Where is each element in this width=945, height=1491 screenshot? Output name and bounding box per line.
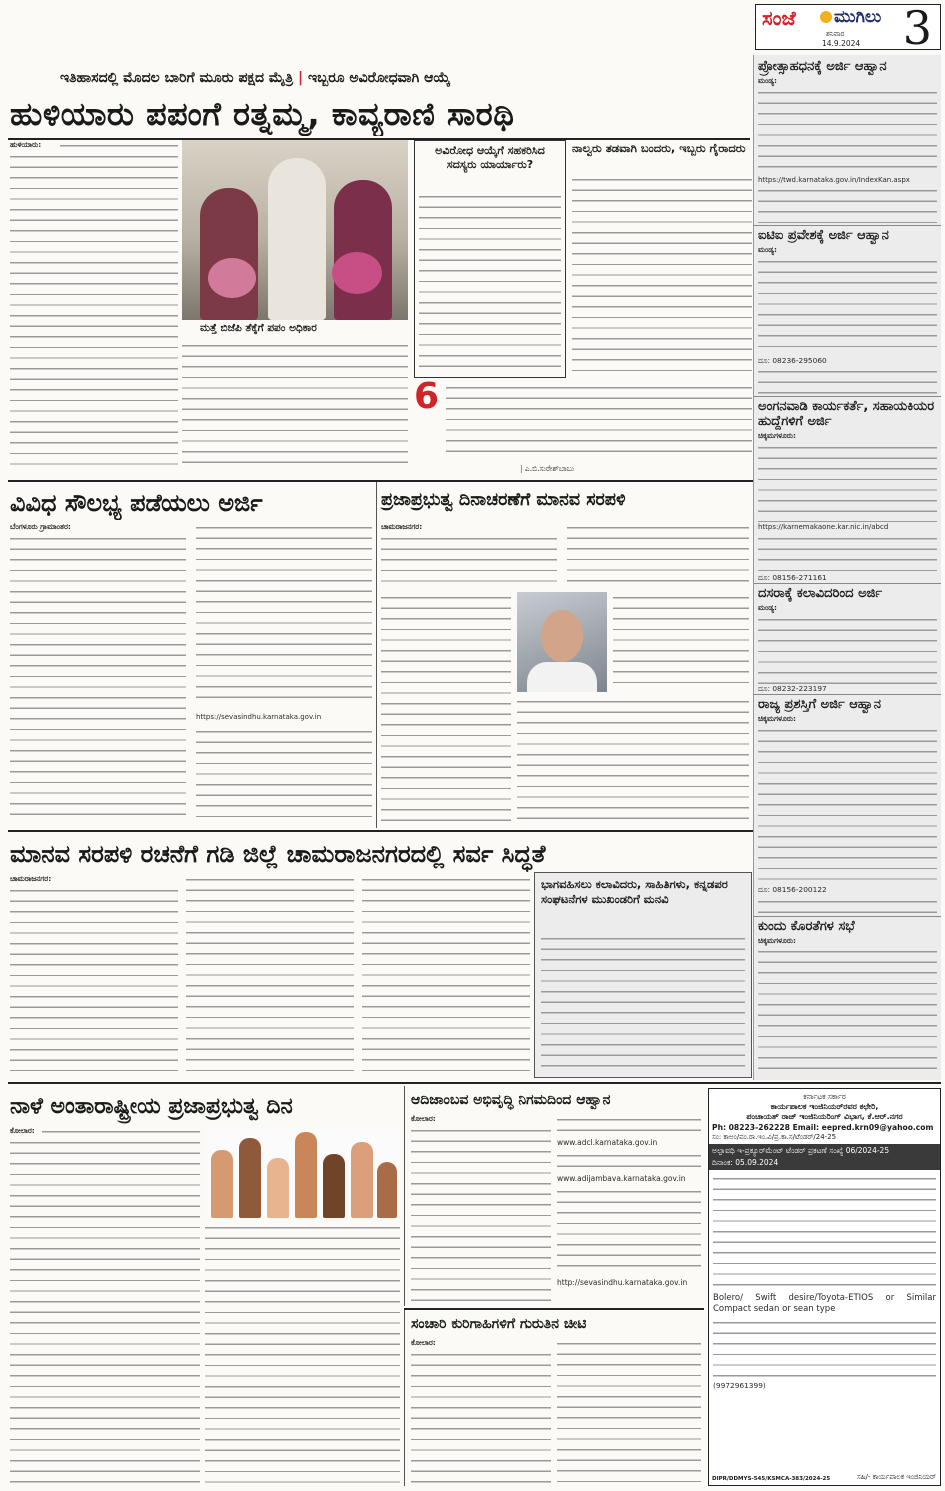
tender-signature: ಸಹಿ/- ಕಾರ್ಯಪಾಲಕ ಇಂಜಿನಿಯರ್ [857,1473,936,1481]
fist-icon [211,1150,233,1218]
sidebar-item-title: ಪ್ರೋತ್ಸಾಹಧನಕ್ಕೆ ಅರ್ಜಿ ಆಹ್ವಾನ [758,59,887,74]
lead-photo-caption-text [182,340,408,472]
box-unopposed [414,140,566,378]
tender-vehicle: Bolero/ Swift desire/Toyota-ETIOS or Similar Compact sedan or sean type [713,1293,936,1314]
tender-gov: ಕರ್ನಾಟಕ ಸರ್ಕಾರ [803,1092,846,1101]
kicker-left: ಇತಿಹಾಸದಲ್ಲಿ ಮೊದಲ ಬಾರಿಗೆ ಮೂರು ಪಕ್ಷದ ಮೈತ್ರಿ [60,70,294,86]
row4-bottom-headline: ಸಂಚಾರಿ ಕುರಿಗಾಹಿಗಳಿಗೆ ಗುರುತಿನ ಚೀಟಿ [411,1316,587,1332]
tender-notice-date: ದಿನಾಂಕ: 05.09.2024 [709,1158,940,1170]
sidebar-item-title: ದಸರಾಕ್ಕೆ ಕಲಾವಿದರಿಂದ ಅರ್ಜಿ [754,583,941,603]
bouquet-right [332,252,382,294]
tender-footer-code: DIPR/DDMYS-545/KSMCA-383/2024-25 [712,1476,831,1482]
lead-byline: | ಎ.ಬಿ.ಸುರೇಶ್‌ಬಾಬು [520,464,575,473]
tender-notice: ಕರ್ನಾಟಕ ಸರ್ಕಾರ ಕಾರ್ಯಪಾಲಕ ಇಂಜಿನಿಯರ್‌ರವರ ಕಛೇರಿ, ಪಂಚಾಯತ್ ರಾಜ್ ಇಂಜಿನಿಯರಿಂಗ್ ವಿಭಾಗ, ಕೆ.ಆರ್.ನಗರ Ph: 08223-262228 Email: eepred.krn09@yahoo.com ಸಂ: ಕಾಅಂ/ಪಂ.ರಾ.ಇಂ.ವಿ/ಪ್ರ.ಕಾ.ಸ/ಟೆಂಡರ್/24-25 ಅಲ್ಪಾವಧಿ ಇ-ಪ್ರಕ್ಯೂರ್‌ಮೆಂಟ್ ಟೆಂಡರ್ ಪ್ರಕಟಣೆ ಸಂಖ್ಯೆ 06/2024-25 ದಿನಾಂಕ: 05.09.2024 Bolero/ Swift desire/Toyota-ETIOS or Similar Compact sedan or sean type (9972961399) DIPR/DDMYS-545/KSMCA-383/2024-25 ಸಹಿ/- ಕಾರ್ಯಪಾಲಕ ಇಂಜಿನಿಯರ್ [708,1088,941,1486]
row4-left-headline: ನಾಳೆ ಅಂತಾರಾಷ್ಟ್ರೀಯ ಪ್ರಜಾಪ್ರಭುತ್ವ ದಿನ [10,1094,293,1119]
person-left-figure [200,188,258,320]
row2-right-headline: ಪ್ರಜಾಪ್ರಭುತ್ವ ದಿನಾಚರಣೆಗೆ ಮಾನವ ಸರಪಳಿ [381,490,626,510]
drop-numeral: 6 [414,376,440,416]
masthead [755,4,941,50]
sidebar-item-title: ಐಟಿಐ ಪ್ರವೇಶಕ್ಕೆ ಅರ್ಜಿ ಆಹ್ವಾನ [754,225,941,245]
row2-right: ಪ್ರಜಾಪ್ರಭುತ್ವ ದಿನಾಚರಣೆಗೆ ಮಾನವ ಸರಪಳಿ ಚಾಮರಾಜನಗರ: [376,482,753,828]
logo-sanje: ಸಂಜೆ [762,6,796,30]
mid-url-2: www.adijambava.karnataka.gov.in [557,1174,686,1183]
row3-appeal-box [534,872,752,1078]
portrait-face [541,610,583,662]
box-unopposed-title: ಅವಿರೋಧ ಆಯ್ಕೆಗೆ ಸಹಕರಿಸಿದ ಸದಸ್ಯರು ಯಾರ್ಯಾರು? [435,144,545,171]
row4-left-body-2 [205,1222,400,1486]
row2-left-url: https://sevasindhu.karnataka.gov.in [196,713,322,721]
raised-fists-illustration [205,1128,400,1218]
row2-left-headline: ವಿವಿಧ ಸೌಲಭ್ಯ ಪಡೆಯಲು ಅರ್ಜಿ [10,489,263,517]
tender-office: ಕಾರ್ಯಪಾಲಕ ಇಂಜಿನಿಯರ್‌ರವರ ಕಛೇರಿ, [770,1102,879,1111]
logo-mugilu: ಮುಗಿಲು [834,7,882,27]
row2-portrait-photo [517,592,607,692]
fist-icon [323,1154,345,1218]
tender-phone-line: Ph: 08223-262228 Email: eepred.krn09@yahoo.com [712,1123,934,1132]
box-late-title: ನಾಲ್ವರು ತಡವಾಗಿ ಬಂದರು, ಇಬ್ಬರು ಗೈರಾದರು [572,141,746,155]
row2-left-body: ಬೆಂಗಳೂರು ಗ್ರಾಮಾಂತರ: https://sevasindhu.karnataka.gov.in [10,522,372,822]
row3-box-title: ಭಾಗವಹಿಸಲು ಕಲಾವಿದರು, ಸಾಹಿತಿಗಳು, ಕನ್ನಡಪರ ಸಂಘಟನೆಗಳ ಮುಖಂಡರಿಗೆ ಮನವಿ [541,877,728,906]
lead-dateline: ಹುಳಿಯಾರು: [10,140,42,149]
sidebar-item-title: ಅಂಗನವಾಡಿ ಕಾರ್ಯಕರ್ತೆ, ಸಹಾಯಕಿಯರ ಹುದ್ದೆಗಳಿಗೆ ಅರ್ಜಿ [754,396,941,431]
row4-mid-headline: ಆದಿಜಾಂಬವ ಅಭಿವೃದ್ಧಿ ನಿಗಮದಿಂದ ಆಹ್ವಾನ [411,1092,611,1108]
bouquet-left [208,258,256,298]
sidebar-item-title: ರಾಜ್ಯ ಪ್ರಶಸ್ತಿಗೆ ಅರ್ಜಿ ಆಹ್ವಾನ [754,694,941,714]
person-right-figure [334,180,392,320]
fist-icon [295,1132,317,1218]
masthead-day: ಶನಿವಾರ [826,30,845,38]
tender-ref: ಸಂ: ಕಾಅಂ/ಪಂ.ರಾ.ಇಂ.ವಿ/ಪ್ರ.ಕಾ.ಸ/ಟೆಂಡರ್/24-25 [712,1133,837,1141]
row4-left-body: ಕೋಲಾರ: [10,1126,200,1486]
tender-notice-title: ಅಲ್ಪಾವಧಿ ಇ-ಪ್ರಕ್ಯೂರ್‌ಮೆಂಟ್ ಟೆಂಡರ್ ಪ್ರಕಟಣೆ ಸಂಖ್ಯೆ 06/2024-25 [709,1144,940,1158]
sidebar-url: https://twd.karnataka.gov.in/IndexKan.aspx [758,175,910,184]
sidebar-url: https://karnemakaone.kar.nic.in/abcd [758,522,889,531]
fist-icon [267,1158,289,1218]
lead-body-left [10,140,178,470]
lead-headline: ಹುಳಿಯಾರು ಪಪಂಗೆ ರತ್ನಮ್ಮ, ಕಾವ್ಯರಾಣಿ ಸಾರಥಿ [10,95,515,133]
photo-caption: ಮತ್ತೆ ಬಿಜೆಪಿ ತೆಕ್ಕೆಗೆ ಪಪಂ ಅಧಿಕಾರ [200,322,317,334]
kicker-right: ಇಬ್ಬರೂ ಅವಿರೋಧವಾಗಿ ಆಯ್ಕೆ [308,70,451,86]
tender-closing-phone: 9972961399 [715,1381,763,1390]
person-center-figure [268,158,326,320]
logo-sun-icon [820,11,832,23]
lead-photo [182,140,408,320]
page-number: 3 [902,4,932,50]
row4-mid: ಆದಿಜಾಂಬವ ಅಭಿವೃದ್ಧಿ ನಿಗಮದಿಂದ ಆಹ್ವಾನ ಕೋಲಾರ: www.adcl.karnataka.gov.in www.adijambava.karnataka.gov.in http://sevasindhu.karnataka.gov.in [404,1086,704,1306]
fist-icon [239,1138,261,1218]
lead-body-bottom [446,382,752,452]
tender-dept: ಪಂಚಾಯತ್ ರಾಜ್ ಇಂಜಿನಿಯರಿಂಗ್ ವಿಭಾಗ, ಕೆ.ಆರ್.ನಗರ [746,1112,903,1121]
sidebar-item-title: ಕುಂದು ಕೊರತೆಗಳ ಸಭೆ [754,916,941,936]
fist-icon [377,1162,397,1218]
row3-headline: ಮಾನವ ಸರಪಳಿ ರಚನೆಗೆ ಗಡಿ ಜಿಲ್ಲೆ ಚಾಮರಾಜನಗರದಲ್ಲಿ ಸರ್ವ ಸಿದ್ಧತೆ [10,840,546,868]
row4-bottom: ಸಂಚಾರಿ ಕುರಿಗಾಹಿಗಳಿಗೆ ಗುರುತಿನ ಚೀಟಿ ಕೋಲಾರ: [404,1310,704,1486]
masthead-date: 14.9.2024 [822,39,861,48]
mid-url-3: http://sevasindhu.karnataka.gov.in [557,1278,688,1287]
box-late-absent [570,140,752,378]
row3-body: ಚಾಮರಾಜನಗರ: [10,874,530,1074]
mid-url-1: www.adcl.karnataka.gov.in [557,1138,658,1147]
lead-kicker: ಇತಿಹಾಸದಲ್ಲಿ ಮೊದಲ ಬಾರಿಗೆ ಮೂರು ಪಕ್ಷದ ಮೈತ್ರಿ | ಇಬ್ಬರೂ ಅವಿರೋಧವಾಗಿ ಆಯ್ಕೆ [60,70,451,86]
portrait-shirt [527,662,597,692]
fist-icon [351,1142,373,1218]
sidebar: ಪ್ರೋತ್ಸಾಹಧನಕ್ಕೆ ಅರ್ಜಿ ಆಹ್ವಾನ ಮಂಡ್ಯ: https://twd.karnataka.gov.in/IndexKan.aspx ಐಟಿಐ ಪ್ರವೇಶಕ್ಕೆ ಅರ್ಜಿ ಆಹ್ವಾನ ಮಂಡ್ಯ: ದೂ: 08236-295060 ಅಂಗನವಾಡಿ ಕಾರ್ಯಕರ್ತೆ, ಸಹಾಯಕಿಯರ ಹುದ್ದೆಗಳಿಗೆ ಅರ್ಜಿ ಚಿಕ್ಕಮಗಳೂರು: https://karnemakaone.kar.nic.in/abcd ದೂ: 08156-271161 ದಸರಾಕ್ಕೆ ಕಲಾವಿದರಿಂದ ಅರ್ಜಿ ಮಂಡ್ಯ: ದೂ: 08232-223197 ರಾಜ್ಯ ಪ್ರಶಸ್ತಿಗೆ ಅರ್ಜಿ ಆಹ್ವಾನ ಚಿಕ್ಕಮಗಳೂರು: ದೂ: 08156-200122 ಕುಂದು ಕೊರತೆಗಳ ಸಭೆ ಚಿಕ್ಕಮಗಳೂರು: [753,55,941,1080]
